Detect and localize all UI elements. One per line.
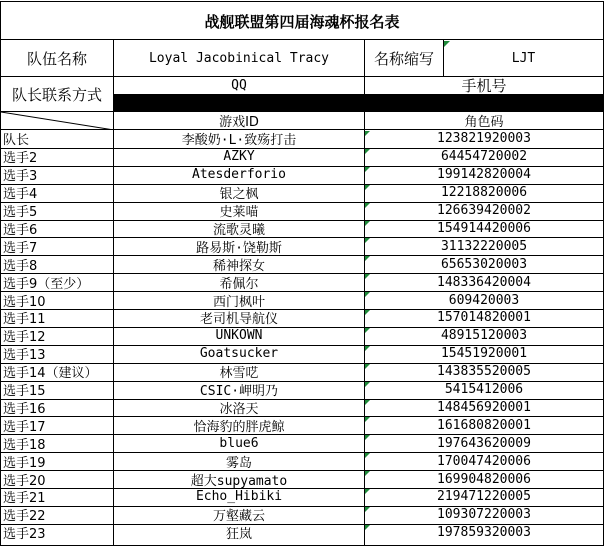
comment-marker-icon xyxy=(365,346,370,351)
captain-contact-label: 队长联系方式 xyxy=(11,85,102,104)
player-role: 选手10 xyxy=(3,294,46,309)
player-role: 选手7 xyxy=(3,240,38,256)
h-grid-line xyxy=(0,273,604,274)
h-grid-line xyxy=(0,291,604,292)
h-grid-line xyxy=(0,1,604,2)
comment-marker-icon xyxy=(365,435,370,440)
h-grid-line xyxy=(0,309,604,310)
h-grid-line xyxy=(0,202,604,203)
team-name-label: 队伍名称 xyxy=(26,49,87,68)
player-role-code[interactable]: 123821920003 xyxy=(437,131,531,147)
player-role: 选手8 xyxy=(3,258,38,274)
v-grid-line xyxy=(443,39,444,76)
player-role: 选手3 xyxy=(3,169,38,184)
sheet-title: 战舰联盟第四届海魂杯报名表 xyxy=(204,12,400,31)
comment-marker-icon xyxy=(365,131,370,136)
player-role-code[interactable]: 161680820001 xyxy=(437,417,531,433)
player-game-id[interactable]: 万壑藏云 xyxy=(212,509,265,524)
phone-label: 手机号 xyxy=(461,77,507,94)
h-grid-line xyxy=(0,470,604,471)
player-game-id[interactable]: 李酸奶·L·致殇打击 xyxy=(181,133,297,148)
player-game-id[interactable]: Atesderforio xyxy=(192,167,286,183)
player-role-code[interactable]: 157014820001 xyxy=(437,310,531,326)
player-game-id[interactable]: 西门枫叶 xyxy=(212,294,265,309)
h-grid-line xyxy=(0,363,604,364)
contact-redaction-bar xyxy=(114,94,603,111)
player-role-code[interactable]: 148456920001 xyxy=(437,399,531,415)
abbr-label: 名称缩写 xyxy=(373,49,434,68)
h-grid-line xyxy=(0,506,604,507)
player-role: 选手17 xyxy=(3,419,46,435)
player-game-id[interactable]: Goatsucker xyxy=(199,346,279,362)
h-grid-line xyxy=(0,129,604,130)
player-role: 选手5 xyxy=(3,205,38,220)
player-role-code[interactable]: 197859320003 xyxy=(437,525,531,541)
player-role-code[interactable]: 48915120003 xyxy=(440,328,528,344)
player-role: 选手16 xyxy=(3,401,46,417)
h-grid-line xyxy=(0,237,604,238)
player-role: 队长 xyxy=(3,133,30,148)
player-role: 选手12 xyxy=(3,330,46,345)
player-game-id[interactable]: CSIC·岬明乃 xyxy=(199,384,279,399)
h-grid-line xyxy=(0,524,604,525)
h-grid-line xyxy=(0,399,604,400)
h-grid-line xyxy=(0,327,604,328)
h-grid-line xyxy=(113,94,604,95)
comment-marker-icon xyxy=(444,41,450,47)
player-role-code[interactable]: 109307220003 xyxy=(437,507,531,523)
comment-marker-icon xyxy=(365,167,370,172)
player-role: 选手21 xyxy=(3,491,46,506)
player-role: 选手20 xyxy=(3,473,46,488)
player-game-id[interactable]: 银之枫 xyxy=(219,187,259,202)
player-role-code[interactable]: 154914420006 xyxy=(437,220,531,236)
player-role-code[interactable]: 65653020003 xyxy=(440,256,528,272)
player-game-id[interactable]: 林雪呓 xyxy=(219,366,259,381)
game-id-label: 游戏ID xyxy=(219,115,259,129)
player-role-code[interactable]: 169904820006 xyxy=(437,471,531,487)
diagonal-header-line xyxy=(1,112,114,130)
role-code-label: 角色码 xyxy=(464,115,504,129)
player-game-id[interactable]: 狂岚 xyxy=(225,527,252,542)
player-role: 选手6 xyxy=(3,222,38,238)
player-role: 选手9（至少） xyxy=(3,276,90,292)
comment-marker-icon xyxy=(365,221,370,226)
player-role: 选手15 xyxy=(3,384,46,399)
player-game-id[interactable]: 稀神探女 xyxy=(212,258,265,274)
player-role: 选手4 xyxy=(3,187,38,202)
h-grid-line xyxy=(0,452,604,453)
comment-marker-icon xyxy=(365,328,370,333)
h-grid-line xyxy=(0,434,604,435)
player-role-code[interactable]: 219471220005 xyxy=(437,489,531,505)
player-role-code[interactable]: 197643620009 xyxy=(437,435,531,451)
h-grid-line xyxy=(0,111,604,112)
comment-marker-icon xyxy=(365,238,370,243)
player-game-id[interactable]: 雾岛 xyxy=(225,455,252,471)
h-grid-line xyxy=(0,345,604,346)
comment-marker-icon xyxy=(365,525,370,530)
player-role-code[interactable]: 609420003 xyxy=(448,292,520,308)
player-role-code[interactable]: 170047420006 xyxy=(437,453,531,469)
player-role: 选手13 xyxy=(3,348,46,363)
comment-marker-icon xyxy=(365,507,370,512)
player-role-code[interactable]: 143835520005 xyxy=(437,364,531,380)
comment-marker-icon xyxy=(365,400,370,405)
comment-marker-icon xyxy=(365,185,370,190)
player-game-id[interactable]: blue6 xyxy=(219,435,259,451)
player-role: 选手18 xyxy=(3,437,46,453)
player-game-id[interactable]: 恰海豹的胖虎鲸 xyxy=(193,419,285,435)
comment-marker-icon xyxy=(365,149,370,154)
comment-marker-icon xyxy=(365,274,370,279)
comment-marker-icon xyxy=(365,310,370,315)
comment-marker-icon xyxy=(365,453,370,458)
comment-marker-icon xyxy=(365,382,370,387)
h-grid-line xyxy=(0,76,604,77)
team-name-value[interactable]: Loyal Jacobinical Tracy xyxy=(148,50,329,66)
h-grid-line xyxy=(0,416,604,417)
qq-label: QQ xyxy=(231,78,247,93)
player-role-code[interactable]: 5415412006 xyxy=(444,382,524,398)
comment-marker-icon xyxy=(365,417,370,422)
player-game-id[interactable]: 冰洛天 xyxy=(219,401,259,417)
player-game-id[interactable]: 流歌灵曦 xyxy=(212,222,265,238)
player-game-id[interactable]: UNKOWN xyxy=(215,328,263,344)
player-game-id[interactable]: 史莱喵 xyxy=(219,205,259,220)
abbr-value[interactable]: LJT xyxy=(511,50,536,66)
h-grid-line xyxy=(0,488,604,489)
player-role: 选手23 xyxy=(3,527,46,542)
comment-marker-icon xyxy=(365,292,370,297)
player-role: 选手14（建议） xyxy=(3,366,98,381)
comment-marker-icon xyxy=(365,203,370,208)
h-grid-line xyxy=(0,381,604,382)
h-grid-line xyxy=(0,166,604,167)
h-grid-line xyxy=(0,148,604,149)
player-game-id[interactable]: 希佩尔 xyxy=(219,276,259,292)
comment-marker-icon xyxy=(365,489,370,494)
player-role-code[interactable]: 64454720002 xyxy=(440,149,528,165)
player-role: 选手2 xyxy=(3,151,38,166)
comment-marker-icon xyxy=(365,256,370,261)
h-grid-line xyxy=(0,184,604,185)
player-role: 选手22 xyxy=(3,509,46,524)
player-game-id[interactable]: 老司机导航仪 xyxy=(199,312,278,327)
player-role-code[interactable]: 126639420002 xyxy=(437,203,531,219)
player-role-code[interactable]: 199142820004 xyxy=(437,167,531,183)
player-game-id[interactable]: 路易斯·饶勒斯 xyxy=(196,240,282,256)
player-game-id[interactable]: Echo_Hibiki xyxy=(195,489,283,505)
player-game-id[interactable]: 超大supyamato xyxy=(190,473,288,488)
player-role: 选手11 xyxy=(3,312,46,327)
h-grid-line xyxy=(0,39,604,40)
comment-marker-icon xyxy=(365,364,370,369)
player-role-code[interactable]: 12218820006 xyxy=(440,185,528,201)
h-grid-line xyxy=(0,255,604,256)
player-game-id[interactable]: AZKY xyxy=(223,149,255,165)
player-role-code[interactable]: 31132220005 xyxy=(440,238,528,254)
player-role-code[interactable]: 148336420004 xyxy=(437,274,531,290)
comment-marker-icon xyxy=(365,471,370,476)
player-role-code[interactable]: 15451920001 xyxy=(440,346,528,362)
h-grid-line xyxy=(0,220,604,221)
player-role: 选手19 xyxy=(3,455,46,471)
